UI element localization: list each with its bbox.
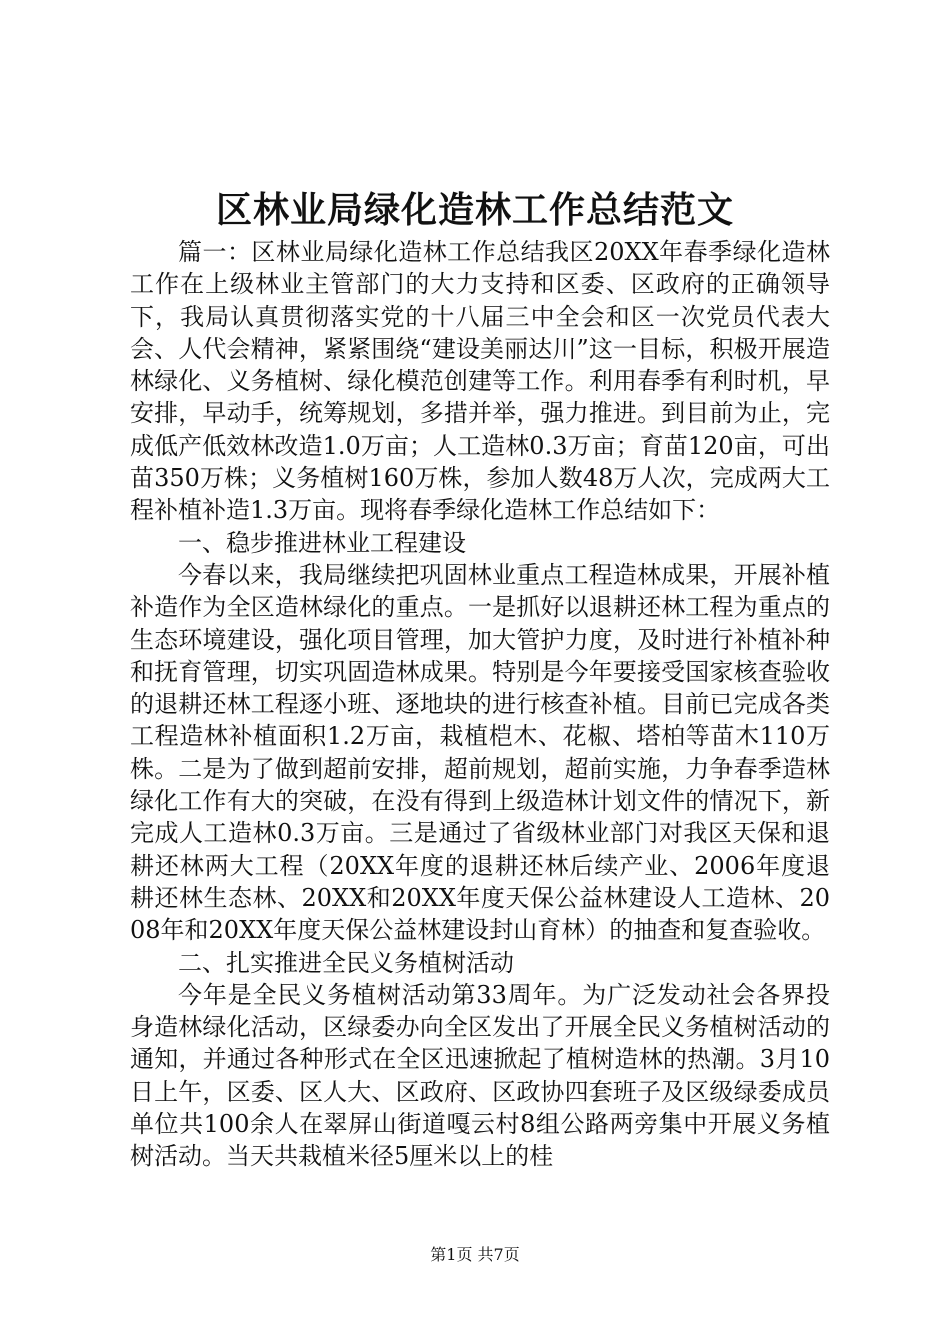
paragraph-intro: 篇一：区林业局绿化造林工作总结我区20XX年春季绿化造林工作在上级林业主管部门的大力支持和区委、区政府的正确领导下，我局认真贯彻落实党的十八届三中全会和区一次党员代表大会、人代会精神，紧紧围绕“建设美丽达川”这一目标，积极开展造林绿化、义务植树、绿化模范创建等工作。利用春季有利时机，早安排，早动手，统筹规划，多措并举，强力推进。到目前为止，完成低产低效林改造1.0万亩；人工造林0.3万亩；育苗120亩，可出苗350万株；义务植树160万株，参加人数48万人次，完成两大工程补植补造1.3万亩。现将春季绿化造林工作总结如下： [130,238,830,525]
document-title: 区林业局绿化造林工作总结范文 [215,189,734,231]
page-footer: 第1页 共7页 [430,1245,520,1264]
document-body [130,236,830,1173]
section-heading-2: 二、扎实推进全民义务植树活动 [178,948,514,977]
paragraph-section-1: 今春以来，我局继续把巩固林业重点工程造林成果，开展补植补造作为全区造林绿化的重点。一是抓好以退耕还林工程为重点的生态环境建设，强化项目管理，加大管护力度，及时进行补植补种和抚育管理，切实巩固造林成果。特别是今年要接受国家核查验收的退耕还林工程逐小班、逐地块的进行核查补植。目前已完成各类工程造林补植面积1.2万亩，栽植桤木、花椒、塔柏等苗木110万株。二是为了做到超前安排，超前规划，超前实施，力争春季造林绿化工作有大的突破，在没有得到上级造林计划文件的情况下，新完成人工造林0.3万亩。三是通过了省级林业部门对我区天保和退耕还林两大工程（20XX年度的退耕还林后续产业、2006年度退耕还林生态林、20XX和20XX年度天保公益林建设人工造林、2008年和20XX年度天保公益林建设封山育林）的抽查和复查验收。 [130,560,830,945]
paragraph-section-2: 今年是全民义务植树活动第33周年。为广泛发动社会各界投身造林绿化活动，区绿委办向全区发出了开展全民义务植树活动的通知，并通过各种形式在全区迅速掀起了植树造林的热潮。3月10日上午，区委、区人大、区政府、区政协四套班子及区级绿委成员单位共100余人在翠屏山街道嘎云村8组公路两旁集中开展义务植树活动。当天共栽植米径5厘米以上的桂 [130,980,830,1171]
section-heading-1: 一、稳步推进林业工程建设 [178,528,466,557]
